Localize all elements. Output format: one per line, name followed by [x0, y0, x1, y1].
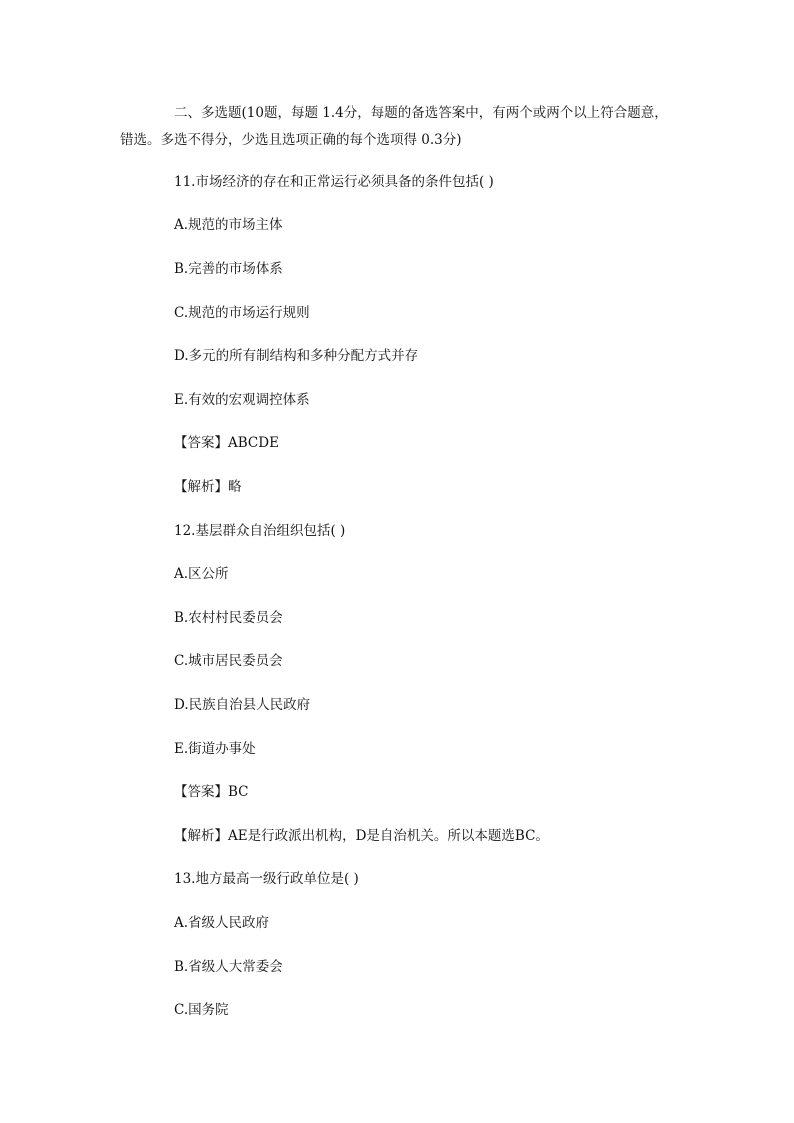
question-11-option-c: C.规范的市场运行规则 — [174, 305, 310, 321]
question-11-analysis: 【解析】略 — [174, 479, 242, 495]
question-12-option-d: D.民族自治县人民政府 — [174, 697, 311, 713]
question-stem-12: 12.基层群众自治组织包括( ) — [174, 523, 346, 539]
question-12-analysis: 【解析】AE是行政派出机构，D是自治机关。所以本题选BC。 — [174, 828, 549, 844]
question-13-option-b: B.省级人大常委会 — [174, 959, 283, 975]
question-11-option-b: B.完善的市场体系 — [174, 261, 283, 277]
section-heading: 二、多选题(10题，每题 1.4分，每题的备选答案中，有两个或两个以上符合题意，错选。多选不得分，少选且选项正确的每个选项得 0.3分) — [120, 105, 668, 148]
question-11-option-a: A.规范的市场主体 — [174, 217, 283, 233]
question-12-option-a: A.区公所 — [174, 566, 229, 582]
question-13-option-c: C.国务院 — [174, 1002, 229, 1018]
question-12-option-e: E.街道办事处 — [174, 741, 256, 757]
question-11-option-e: E.有效的宏观调控体系 — [174, 392, 310, 408]
question-11-option-d: D.多元的所有制结构和多种分配方式并存 — [174, 348, 419, 364]
question-12-answer: 【答案】BC — [174, 784, 249, 800]
question-13-option-a: A.省级人民政府 — [174, 915, 270, 931]
question-12-option-b: B.农村村民委员会 — [174, 610, 283, 626]
question-11-answer: 【答案】ABCDE — [174, 435, 279, 451]
question-stem-11: 11.市场经济的存在和正常运行必须具备的条件包括( ) — [174, 174, 494, 190]
question-12-option-c: C.城市居民委员会 — [174, 653, 283, 669]
question-stem-13: 13.地方最高一级行政单位是( ) — [174, 871, 359, 887]
